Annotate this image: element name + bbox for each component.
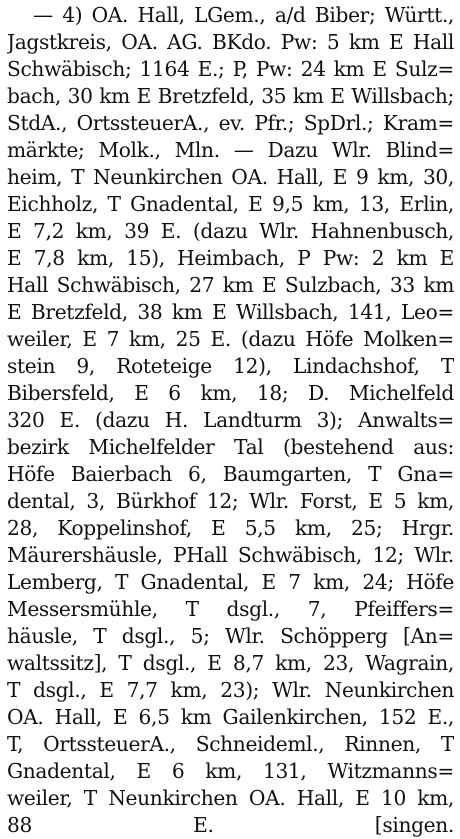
- text-line: E Bretzfeld, 38 km E Willsbach, 141, Leo=: [7, 300, 454, 324]
- text-line: T, OrtssteuerA., Schneideml., Rinnen, T: [7, 732, 454, 756]
- text-line: E 7,8 km, 15), Heimbach, P Pw: 2 km E: [7, 246, 454, 270]
- text-line: Messersmühle, T dsgl., 7, Pfeiffers=: [7, 597, 454, 621]
- text-line: bach, 30 km E Bretzfeld, 35 km E Willsbach;: [7, 84, 454, 108]
- gazetteer-entry-text: [7, 2, 454, 839]
- text-line: märkte; Molk., Mln. — Dazu Wlr. Blind=: [7, 138, 454, 162]
- text-line: Höfe Baierbach 6, Baumgarten, T Gna=: [7, 462, 454, 486]
- text-line: — 4) OA. Hall, LGem., a/d Biber; Württ.,: [33, 3, 454, 27]
- text-line: StdA., OrtssteuerA., ev. Pfr.; SpDrl.; Kram=: [7, 111, 454, 135]
- text-line: weiler, E 7 km, 25 E. (dazu Höfe Molken=: [7, 327, 454, 351]
- text-line: stein 9, Roteteige 12), Lindachshof, T: [7, 354, 454, 378]
- text-line: T dsgl., E 7,7 km, 23); Wlr. Neunkirchen: [7, 678, 454, 702]
- text-line: bezirk Michelfelder Tal (bestehend aus:: [7, 435, 454, 459]
- text-line: waltssitz], T dsgl., E 8,7 km, 23, Wagrain,: [7, 651, 454, 675]
- text-line: Schwäbisch; 1164 E.; P, Pw: 24 km E Sulz=: [7, 57, 454, 81]
- text-line: 88 E. [singen.: [7, 813, 454, 837]
- text-line: häusle, T dsgl., 5; Wlr. Schöpperg [An=: [7, 624, 454, 648]
- text-line: 320 E. (dazu H. Landturm 3); Anwalts=: [7, 408, 454, 432]
- text-line: heim, T Neunkirchen OA. Hall, E 9 km, 30,: [7, 165, 454, 189]
- text-line: Eichholz, T Gnadental, E 9,5 km, 13, Erlin,: [7, 192, 454, 216]
- text-line: Jagstkreis, OA. AG. BKdo. Pw: 5 km E Hall: [7, 30, 454, 54]
- text-line: dental, 3, Bürkhof 12; Wlr. Forst, E 5 km,: [7, 489, 454, 513]
- text-line: Gnadental, E 6 km, 131, Witzmanns=: [7, 759, 454, 783]
- text-line: E 7,2 km, 39 E. (dazu Wlr. Hahnenbusch,: [7, 219, 454, 243]
- text-line: OA. Hall, E 6,5 km Gailenkirchen, 152 E.,: [7, 705, 454, 729]
- text-line: Hall Schwäbisch, 27 km E Sulzbach, 33 km: [7, 273, 454, 297]
- text-line: weiler, T Neunkirchen OA. Hall, E 10 km,: [7, 786, 454, 810]
- text-line: Mäurershäusle, PHall Schwäbisch, 12; Wlr.: [7, 543, 454, 567]
- text-line: Lemberg, T Gnadental, E 7 km, 24; Höfe: [7, 570, 454, 594]
- text-line: 28, Koppelinshof, E 5,5 km, 25; Hrgr.: [7, 516, 454, 540]
- text-line: Bibersfeld, E 6 km, 18; D. Michelfeld: [7, 381, 454, 405]
